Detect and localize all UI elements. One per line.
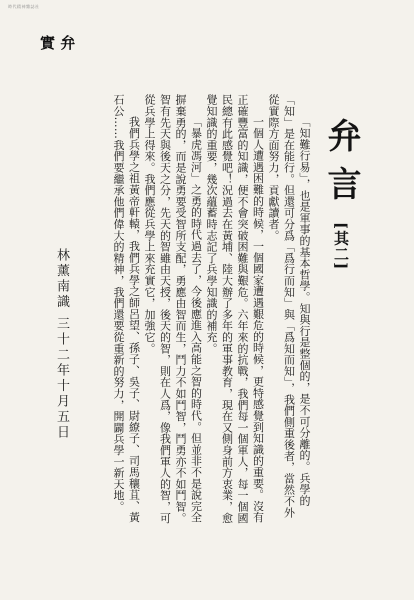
page-title: 弁言 — [321, 118, 361, 214]
paragraph-3: 「暴虎馮河」之勇的時代過去了，今後應進入高能之智的時代。但並非不是說完全摒棄勇的，而是說勇要受智所支配，勇應由智而生，鬥力不如鬥智，鬥勇亦不如鬥智。智有先天與後天之分，先天的智雖由天授，後天的智，則在人爲，像我們軍人的智，可從兵學上得來。我們應從兵學上來充實它，加強它。 — [143, 94, 203, 524]
author-signature: 林薰南識 三十二年十月五日 — [54, 248, 69, 441]
body-text — [114, 94, 312, 524]
paragraph-1: 「知難行易」，也是軍事的基本哲學。知與行是整個的，是不可分離的。兵學的「知」是在能行。但還可分爲「爲行而知」與「爲知而知」，我們側重後者，當然不外從實際方面努力，貢獻讀者。 — [267, 94, 311, 518]
page-subtitle: [其二] — [332, 222, 350, 271]
library-stamp: 時代精神雜誌社 — [8, 4, 40, 9]
paragraph-4: 我們兵學之祖黃帝軒轅，我們兵學之師呂望、孫子、吳子、尉繚子、司馬穰苴、黃石公……我們要繼承他們偉大的精神，我們還要從重新的努力，開闢兵學一新天地。 — [112, 94, 141, 523]
paragraph-2: 一個人遭遇困難的時候，一個國家遭遇艱危的時候，更特感覺到知識的重要。沒有正確豐富的知識，便不會突破困難與艱危。六年來的抗戰，我們每一個軍人，每一個國民總有此感覺吧！況過去在黃埔、陸大辦了多年的軍事教育，現在又側身前方衷業，愈覺知識的重要，幾次蘊蓄時志記了兵學知識的補充。 — [205, 94, 265, 524]
running-head: 實 弁 — [40, 34, 76, 52]
